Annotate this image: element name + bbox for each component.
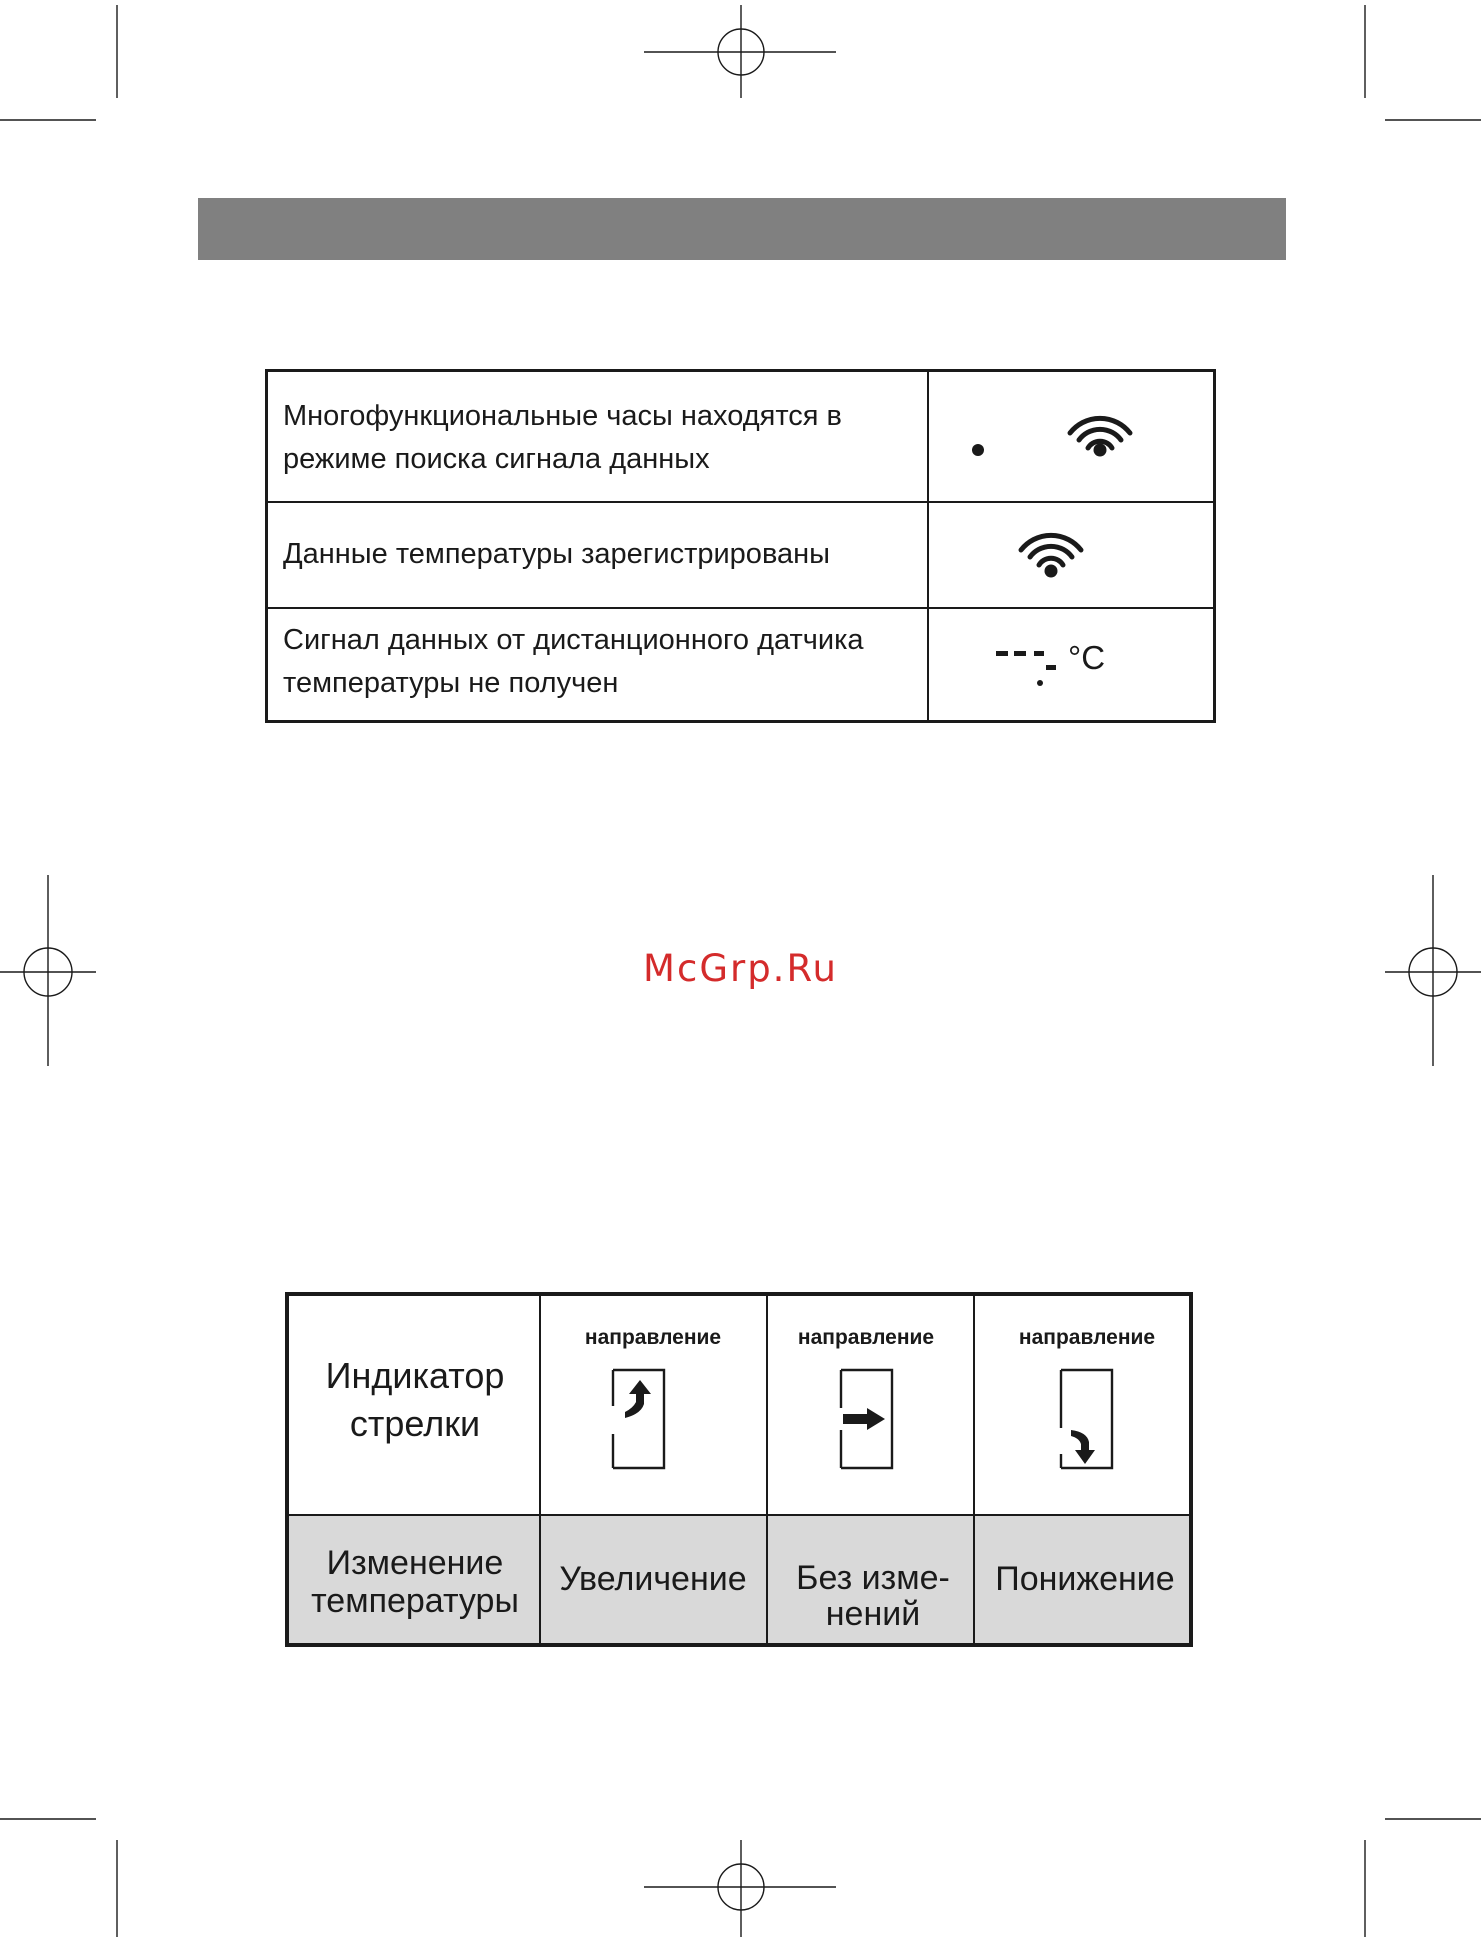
status-table [265, 369, 1216, 723]
direction-label: направление [584, 1326, 722, 1349]
direction-label: направление [1018, 1326, 1156, 1349]
arrow-right-icon [837, 1368, 897, 1472]
status-row-text: Сигнал данных от дистанционного датчика температуры не получен [283, 624, 864, 699]
status-row-registered [268, 503, 1213, 609]
status-row-text: Многофункциональные часы находятся в режиме поиска сигнала данных [283, 400, 842, 475]
watermark: McGrp.Ru [643, 947, 838, 990]
indicator-label: Индикатор стрелки [325, 1355, 505, 1444]
header-bar [198, 198, 1286, 260]
direction-label: направление [797, 1326, 935, 1349]
temperature-change-label: Изменение температуры [311, 1544, 519, 1620]
change-decrease: Понижение [995, 1560, 1175, 1598]
signal-waves-icon [998, 529, 1098, 599]
change-increase: Увеличение [559, 1560, 747, 1598]
dot-and-signal-waves-icon [958, 402, 1158, 482]
trend-table [285, 1292, 1193, 1647]
change-none: Без изме-нений [796, 1559, 950, 1633]
status-row-no-signal [268, 609, 1213, 720]
status-row-searching [268, 372, 1213, 503]
arrow-up-icon [609, 1368, 669, 1472]
temperature-unit: °C [1068, 639, 1106, 676]
status-table-divider [927, 372, 929, 720]
status-row-text: Данные температуры зарегистрированы [283, 538, 831, 570]
arrow-down-icon [1057, 1368, 1117, 1472]
